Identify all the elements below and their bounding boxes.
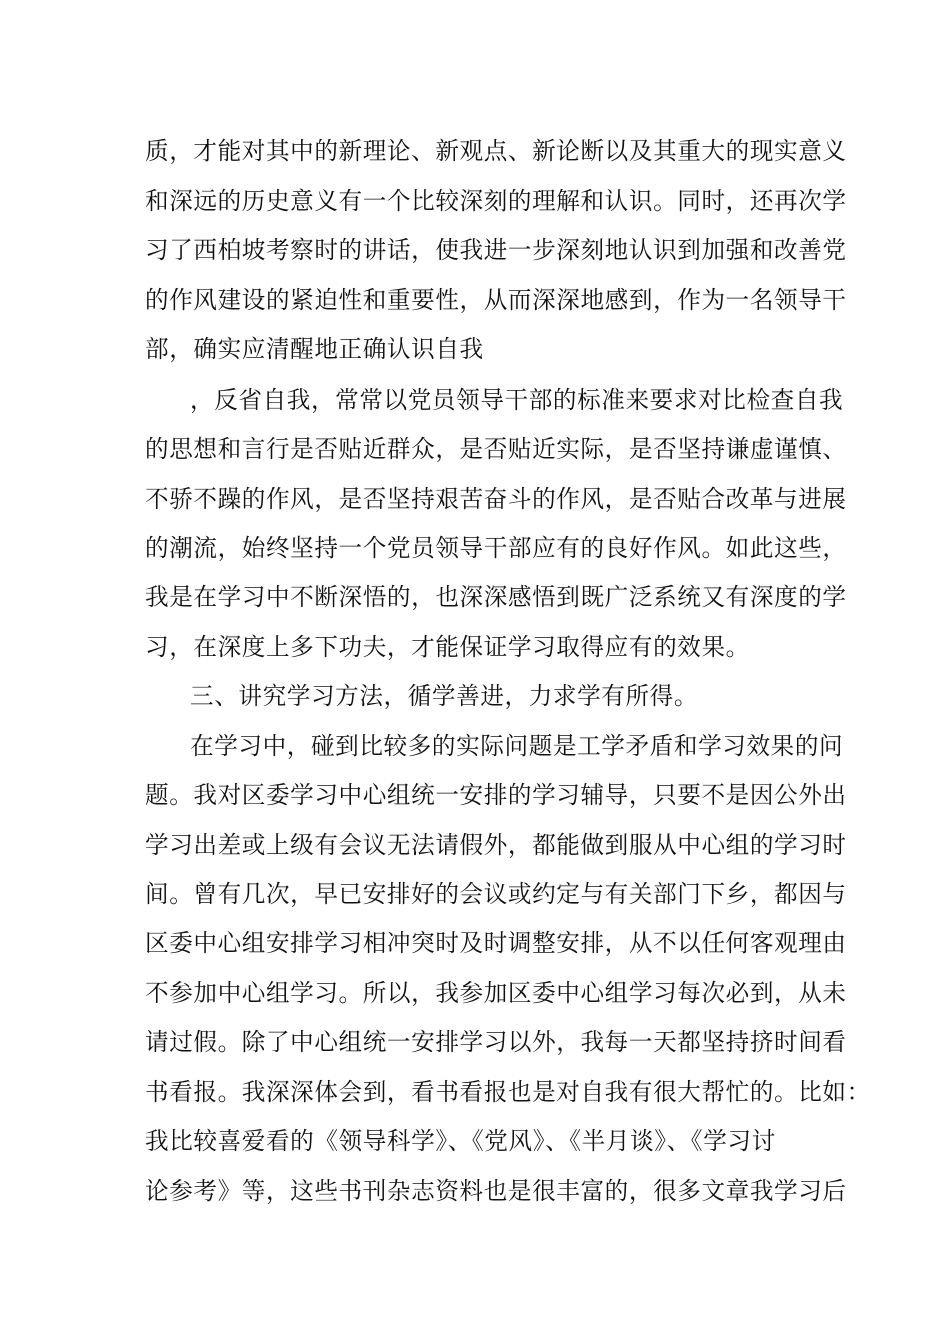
text-line: ，反省自我，常常以党员领导干部的标准来要求对比检查自我: [190, 386, 844, 414]
text-line: 题。我对区委学习中心组统一安排的学习辅导，只要不是因公外出: [145, 781, 847, 809]
text-line: 的潮流，始终坚持一个党员领导干部应有的良好作风。如此这些，: [145, 534, 847, 562]
text-line: 部，确实应清醒地正确认识自我: [145, 335, 484, 363]
text-line: 的思想和言行是否贴近群众，是否贴近实际，是否坚持谦虚谨慎、: [145, 435, 847, 463]
text-line: 间。曾有几次，早已安排好的会议或约定与有关部门下乡，都因与: [145, 880, 847, 908]
text-line: 请过假。除了中心组统一安排学习以外，我每一天都坚持挤时间看: [145, 1028, 847, 1056]
text-line: 我是在学习中不断深悟的，也深深感悟到既广泛系统又有深度的学: [145, 583, 847, 611]
text-line: 不骄不躁的作风，是否坚持艰苦奋斗的作风，是否贴合改革与进展: [145, 485, 847, 513]
text-line: 书看报。我深深体会到，看书看报也是对自我有很大帮忙的。比如：: [145, 1078, 871, 1106]
text-line: 不参加中心组学习。所以，我参加区委中心组学习每次必到，从未: [145, 979, 847, 1007]
section-heading: 三、讲究学习方法，循学善进，力求学有所得。: [190, 682, 699, 710]
text-line: 质，才能对其中的新理论、新观点、新论断以及其重大的现实意义: [145, 137, 847, 165]
text-line: 论参考》等，这些书刊杂志资料也是很丰富的，很多文章我学习后: [145, 1177, 847, 1205]
text-line: 和深远的历史意义有一个比较深刻的理解和认识。同时，还再次学: [145, 187, 847, 215]
text-line: 的作风建设的紧迫性和重要性，从而深深地感到，作为一名领导干: [145, 286, 847, 314]
text-line: 学习出差或上级有会议无法请假外，都能做到服从中心组的学习时: [145, 831, 847, 859]
text-line: 在学习中，碰到比较多的实际问题是工学矛盾和学习效果的问: [190, 732, 844, 760]
text-line: 习了西柏坡考察时的讲话，使我进一步深刻地认识到加强和改善党: [145, 236, 847, 264]
text-line: 习，在深度上多下功夫，才能保证学习取得应有的效果。: [145, 633, 750, 661]
text-line: 我比较喜爱看的《领导科学》、《党风》、《半月谈》、《学习讨: [145, 1127, 776, 1155]
text-line: 区委中心组安排学习相冲突时及时调整安排，从不以任何客观理由: [145, 929, 847, 957]
